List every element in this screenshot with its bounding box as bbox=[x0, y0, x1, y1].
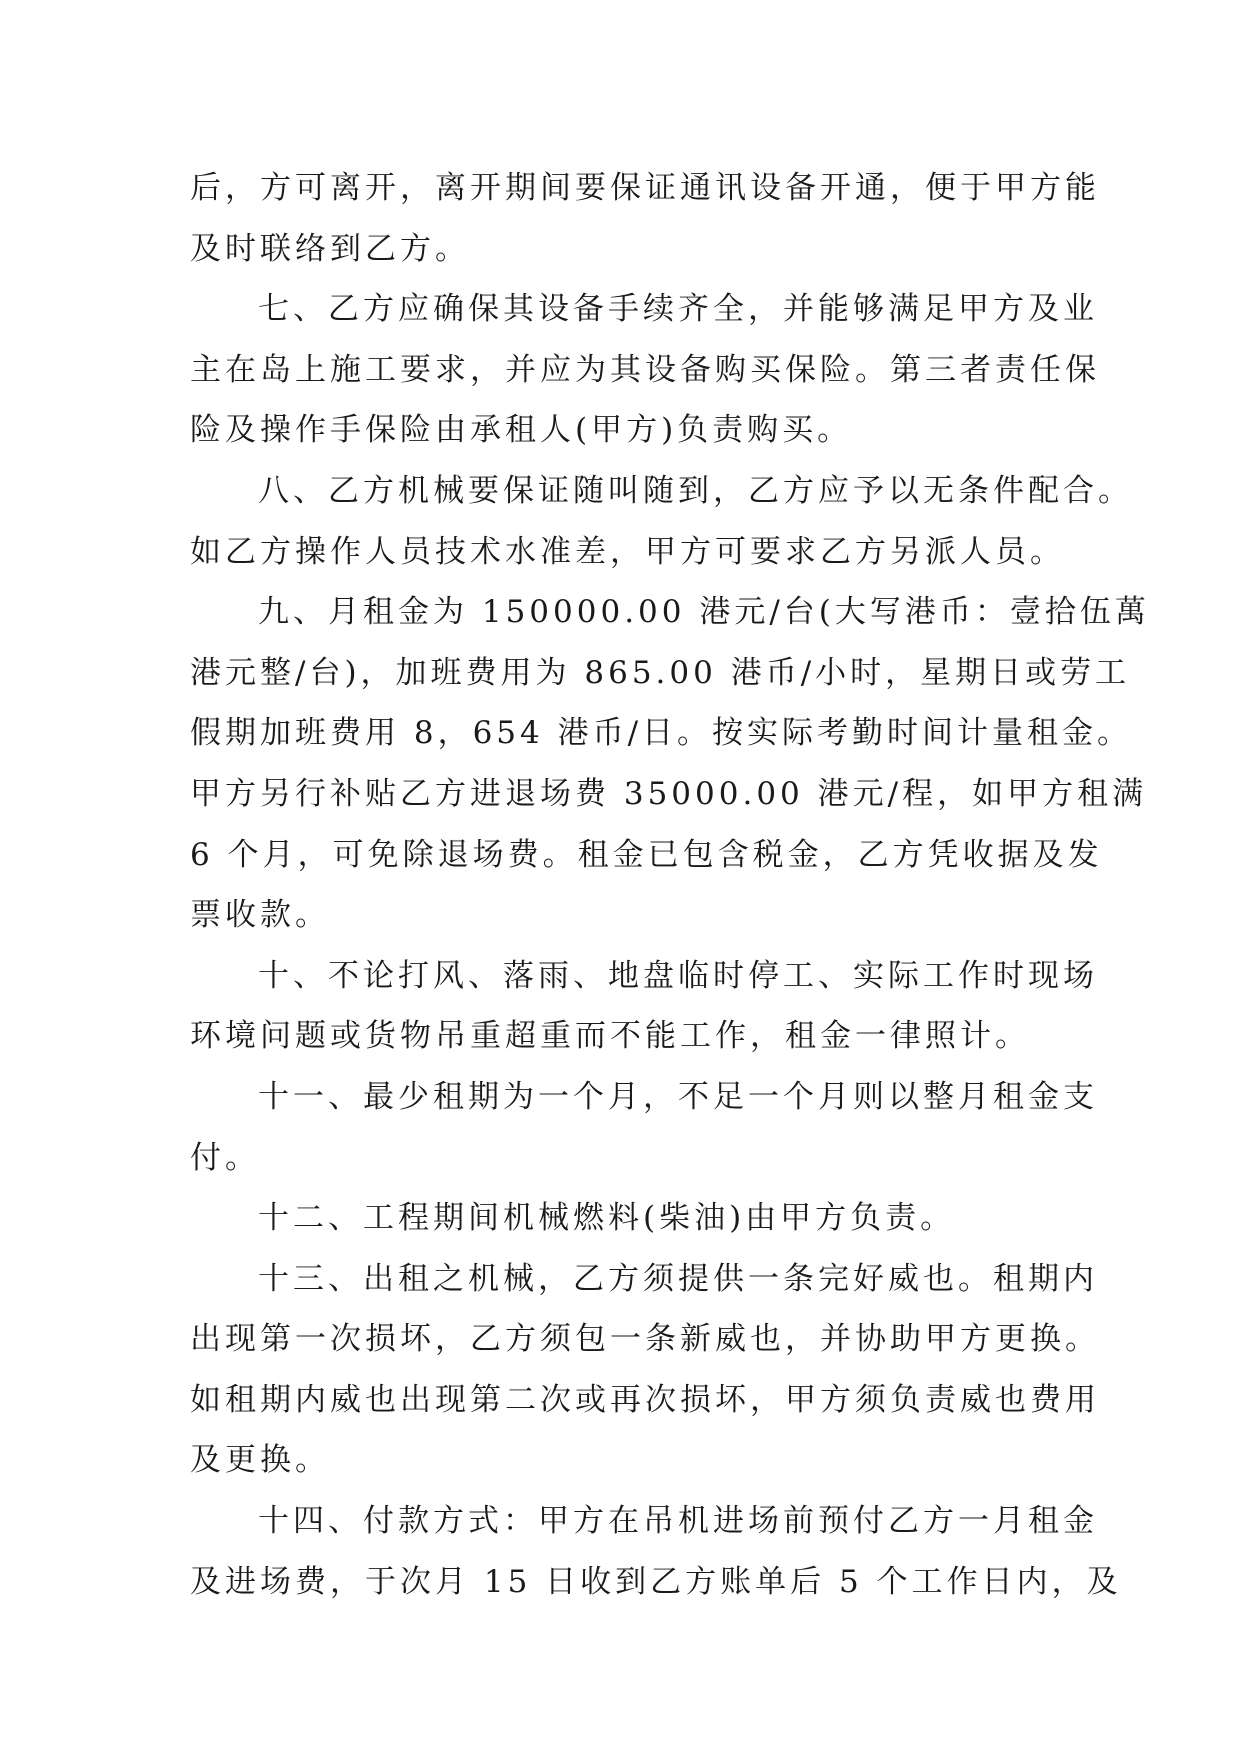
text-line: 主在岛上施工要求，并应为其设备购买保险。第三者责任保 bbox=[190, 351, 1100, 388]
text-line: 出现第一次损坏，乙方须包一条新威也，并协助甲方更换。 bbox=[190, 1321, 1100, 1358]
text-line: 及进场费，于次月 15 日收到乙方账单后 5 个工作日内，及 bbox=[190, 1563, 1122, 1600]
text-line: 港元整/台)，加班费用为 865.00 港币/小时，星期日或劳工 bbox=[190, 654, 1131, 691]
text-line: 十一、最少租期为一个月，不足一个月则以整月租金支 bbox=[258, 1078, 1098, 1115]
text-line: 付。 bbox=[190, 1139, 260, 1176]
text-line: 九、月租金为 150000.00 港元/台(大写港币：壹拾伍萬 bbox=[258, 594, 1150, 631]
text-line: 及更换。 bbox=[190, 1442, 330, 1479]
text-line: 十三、出租之机械，乙方须提供一条完好威也。租期内 bbox=[258, 1260, 1098, 1297]
text-line: 如租期内威也出现第二次或再次损坏，甲方须负责威也费用 bbox=[190, 1381, 1100, 1418]
text-line: 十、不论打风、落雨、地盘临时停工、实际工作时现场 bbox=[258, 957, 1098, 994]
text-line: 假期加班费用 8，654 港币/日。按实际考勤时间计量租金。 bbox=[190, 715, 1133, 752]
text-line: 十二、工程期间机械燃料(柴油)由甲方负责。 bbox=[258, 1200, 956, 1237]
text-line: 十四、付款方式：甲方在吊机进场前预付乙方一月租金 bbox=[258, 1503, 1098, 1540]
text-line: 环境问题或货物吊重超重而不能工作，租金一律照计。 bbox=[190, 1018, 1030, 1055]
text-line: 票收款。 bbox=[190, 897, 330, 934]
text-line: 八、乙方机械要保证随叫随到，乙方应予以无条件配合。 bbox=[258, 472, 1133, 509]
text-line: 甲方另行补贴乙方进退场费 35000.00 港元/程，如甲方租满 bbox=[190, 775, 1148, 812]
text-line: 及时联络到乙方。 bbox=[190, 230, 470, 267]
text-line: 七、乙方应确保其设备手续齐全，并能够满足甲方及业 bbox=[258, 291, 1098, 328]
text-line: 6 个月，可免除退场费。租金已包含税金，乙方凭收据及发 bbox=[190, 836, 1103, 873]
text-line: 险及操作手保险由承租人(甲方)负责购买。 bbox=[190, 412, 853, 449]
text-line: 如乙方操作人员技术水准差，甲方可要求乙方另派人员。 bbox=[190, 533, 1065, 570]
document-body bbox=[190, 158, 1150, 1612]
text-line: 后，方可离开，离开期间要保证通讯设备开通，便于甲方能 bbox=[190, 170, 1100, 206]
